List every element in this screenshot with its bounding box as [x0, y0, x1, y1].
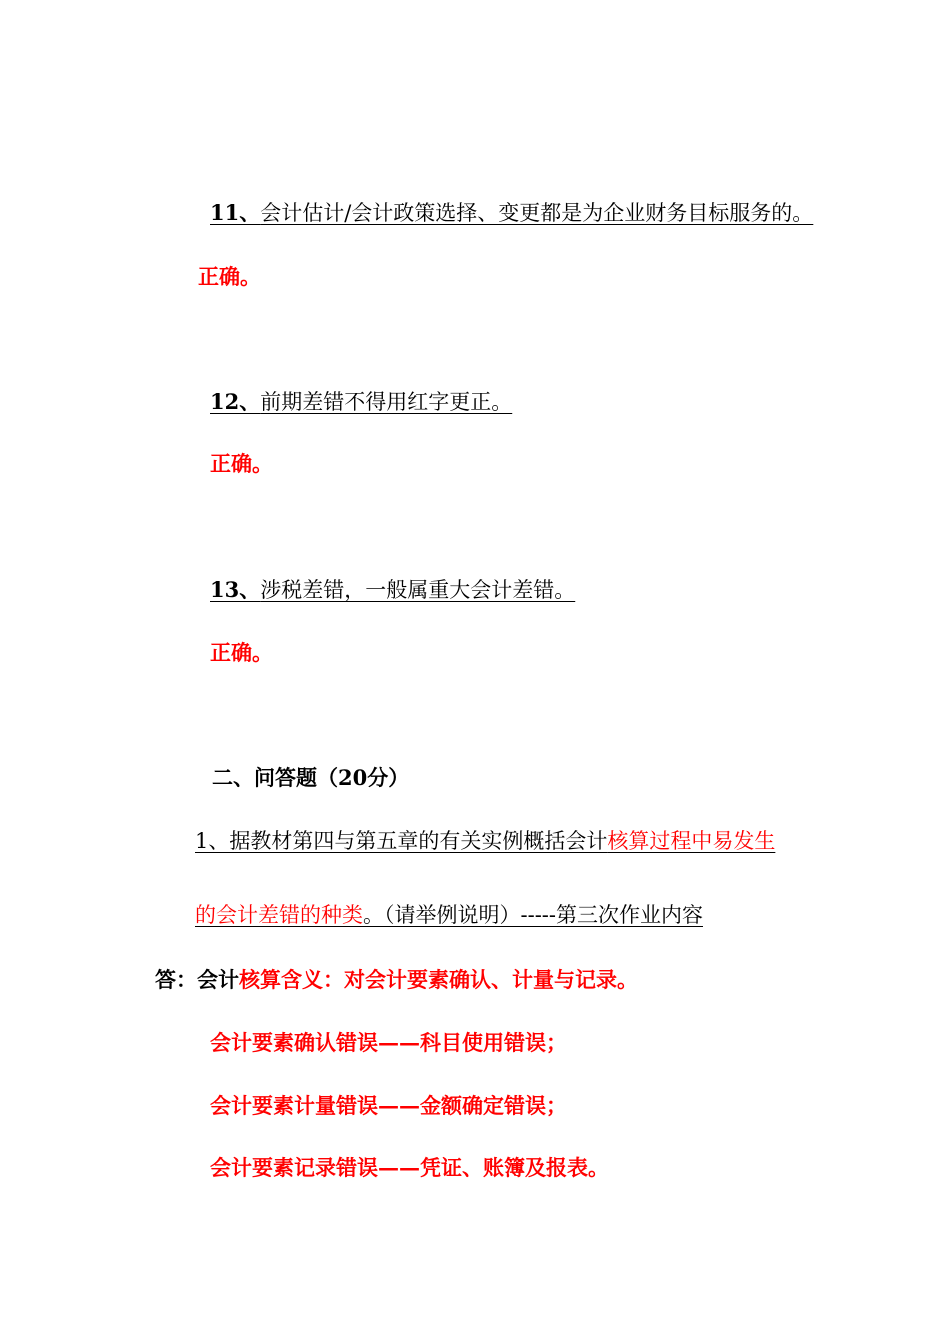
- essay-question-text: 1、据教材第四与第五章的有关实例概括会计: [195, 829, 608, 853]
- section-heading: 二、问答题（20分）: [212, 765, 410, 790]
- answer-item: 会计要素计量错误——金额确定错误；: [210, 1093, 567, 1118]
- question-13: [210, 575, 575, 605]
- question-number: 12、: [210, 389, 261, 414]
- answer-label: 答：会计: [155, 967, 239, 992]
- answer-definition: 核算含义：对会计要素确认、计量与记录。: [239, 967, 638, 992]
- essay-question-text: 。（请举例说明）-----第三次作业内容: [363, 903, 703, 927]
- question-text: 会计估计/会计政策选择、变更都是为企业财务目标服务的。: [260, 201, 814, 225]
- question-text: 涉税差错，一般属重大会计差错。: [260, 578, 576, 602]
- question-number: 11、: [210, 200, 261, 225]
- answer-item: 会计要素确认错误——科目使用错误；: [210, 1030, 567, 1055]
- question-12: [210, 387, 512, 417]
- answer-13: 正确。: [210, 640, 273, 665]
- question-number: 13、: [210, 577, 261, 602]
- answer-11: 正确。: [198, 264, 261, 289]
- essay-answer-intro: [155, 965, 638, 995]
- question-11: [210, 198, 813, 228]
- essay-question-highlight: 的会计差错的种类: [195, 903, 363, 927]
- answer-12: 正确。: [210, 451, 273, 476]
- essay-question-line-1: [195, 826, 775, 856]
- essay-question-line-2: [195, 900, 703, 930]
- essay-question-highlight: 核算过程中易发生: [607, 829, 776, 853]
- answer-item: 会计要素记录错误——凭证、账簿及报表。: [210, 1155, 609, 1180]
- question-text: 前期差错不得用红字更正。: [260, 390, 513, 414]
